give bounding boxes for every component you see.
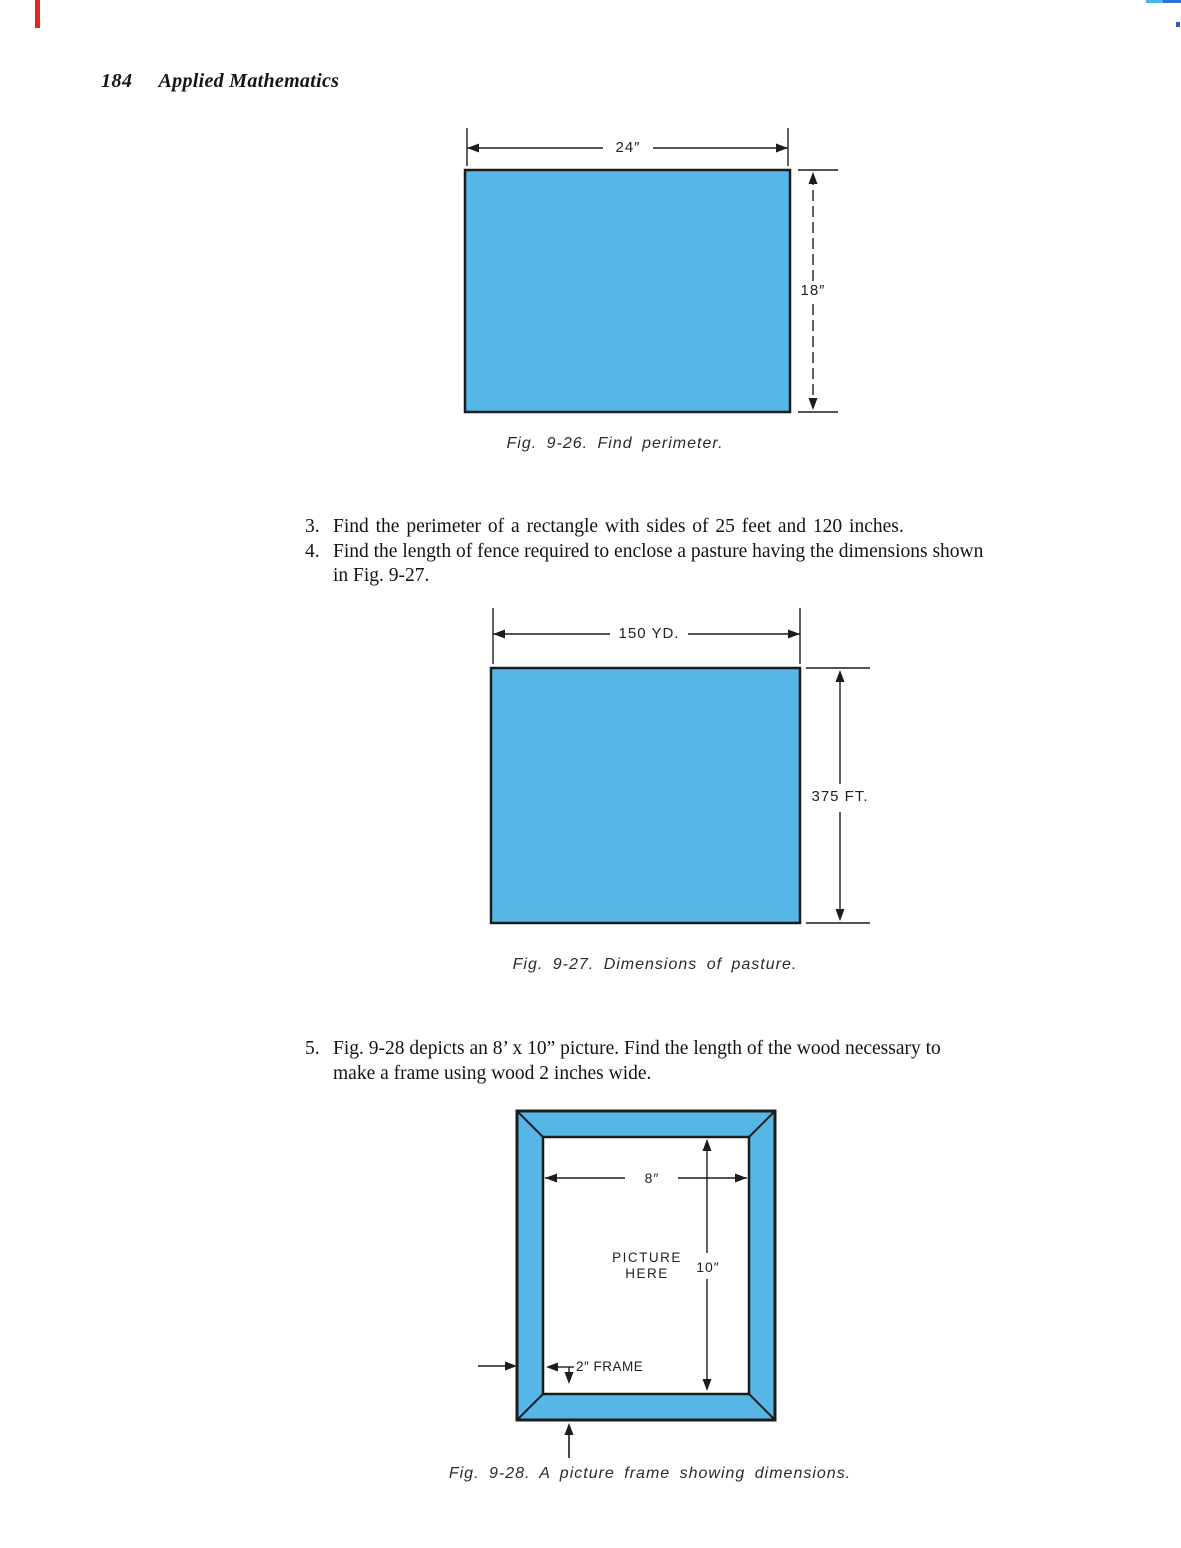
arrowhead-right bbox=[505, 1362, 517, 1371]
frame-width-label: 2″ FRAME bbox=[576, 1359, 644, 1374]
figure-9-26 bbox=[440, 120, 860, 420]
arrowhead-left bbox=[493, 630, 505, 639]
figure-9-27 bbox=[470, 600, 890, 935]
blue-rectangle bbox=[465, 170, 790, 412]
height-dimension-label: 375 FT. bbox=[806, 788, 874, 805]
book-title: Applied Mathematics bbox=[158, 70, 340, 92]
height-dimension-label: 18″ bbox=[793, 282, 833, 299]
width-dimension-label: 8″ bbox=[630, 1170, 674, 1186]
blue-edge-mark-cyan bbox=[1146, 0, 1163, 3]
problem-item-4 bbox=[305, 539, 983, 564]
arrowhead-down bbox=[836, 909, 845, 921]
picture-here-line2: HERE bbox=[625, 1266, 669, 1281]
red-edge-mark bbox=[35, 0, 40, 28]
list-item-number: 3. bbox=[305, 516, 320, 537]
list-item-text: Find the length of fence required to enclose a pasture having the dimensions shown bbox=[333, 541, 984, 562]
problem-item-5-line2 bbox=[333, 1061, 651, 1086]
arrowhead-right bbox=[776, 144, 788, 153]
list-item-number: 5. bbox=[305, 1038, 320, 1059]
width-dimension-label: 24″ bbox=[605, 139, 651, 156]
arrowhead-up bbox=[565, 1423, 574, 1435]
page-header bbox=[101, 70, 339, 93]
pasture-rectangle bbox=[491, 668, 800, 923]
blue-edge-mark-dark bbox=[1163, 0, 1181, 3]
figure-9-28 bbox=[450, 1095, 880, 1465]
list-item-text: make a frame using wood 2 inches wide. bbox=[333, 1063, 652, 1084]
list-item-text: Find the perimeter of a rectangle with sides of 25 feet and 120 inches. bbox=[333, 516, 904, 537]
page-number: 184 bbox=[101, 70, 133, 92]
picture-here-label bbox=[597, 1250, 697, 1282]
arrowhead-up bbox=[809, 172, 818, 184]
figure-caption-9-26: Fig. 9-26. Find perimeter. bbox=[506, 435, 724, 452]
problem-item-4-line2 bbox=[333, 563, 429, 588]
picture-here-line1: PICTURE bbox=[612, 1250, 682, 1265]
width-dimension-label: 150 YD. bbox=[610, 625, 688, 642]
list-item-text: in Fig. 9-27. bbox=[333, 565, 430, 586]
arrowhead-down bbox=[809, 398, 818, 410]
list-item-number: 4. bbox=[305, 541, 320, 562]
arrowhead-right bbox=[788, 630, 800, 639]
arrowhead-up bbox=[836, 670, 845, 682]
list-item-text: Fig. 9-28 depicts an 8’ x 10” picture. Find the length of the wood necessary to bbox=[333, 1038, 941, 1059]
figure-caption-9-28: Fig. 9-28. A picture frame showing dimensions. bbox=[448, 1465, 852, 1482]
rectangle-diagram-9-26 bbox=[440, 120, 860, 420]
problem-item-3 bbox=[305, 514, 904, 539]
height-dimension-label: 10″ bbox=[688, 1259, 728, 1275]
problem-item-5 bbox=[305, 1036, 941, 1061]
figure-caption-9-27: Fig. 9-27. Dimensions of pasture. bbox=[512, 956, 798, 973]
arrowhead-left bbox=[467, 144, 479, 153]
pasture-diagram-9-27 bbox=[470, 600, 890, 935]
blue-edge-speck bbox=[1176, 22, 1180, 27]
